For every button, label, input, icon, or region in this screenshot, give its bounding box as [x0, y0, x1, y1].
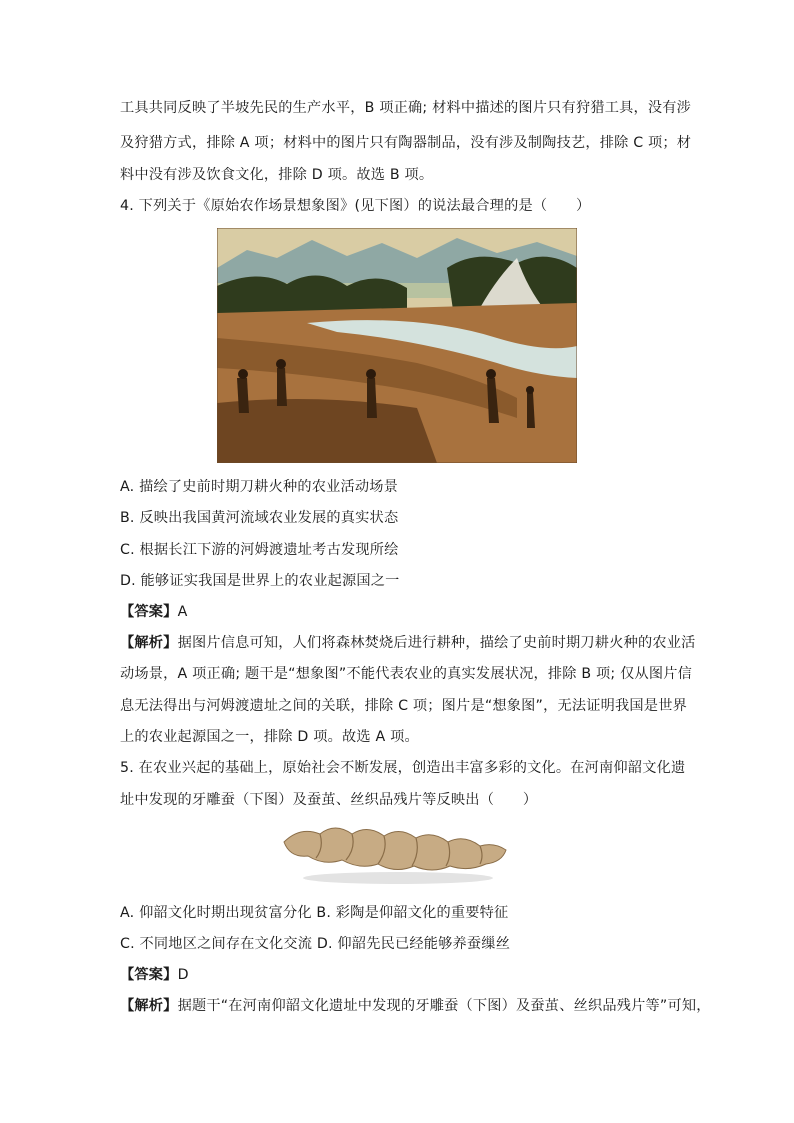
explanation-text: 据图片信息可知，人们将森林焚烧后进行耕种，描绘了史前时期刀耕火种的农业活 — [177, 635, 696, 651]
answer-label: 【答案】 — [120, 604, 178, 620]
answer-label: 【答案】 — [120, 967, 178, 983]
question-5-stem: 址中发现的牙雕蚕（下图）及蚕茧、丝织品残片等反映出（ ） — [120, 792, 538, 808]
option-4b: B. 反映出我国黄河流域农业发展的真实状态 — [120, 510, 399, 526]
explanation-5 — [120, 996, 711, 1016]
explanation-text: 据题干“在河南仰韶文化遗址中发现的牙雕蚕（下图）及蚕茧、丝织品残片等”可知， — [177, 998, 711, 1014]
text-line: 料中没有涉及饮食文化，排除 D 项。故选 B 项。 — [120, 167, 434, 183]
options-5ab: A. 仰韶文化时期出现贫富分化 B. 彩陶是仰韶文化的重要特征 — [120, 905, 509, 921]
answer-5 — [120, 965, 680, 985]
text-line: 及狩猎方式，排除 A 项；材料中的图片只有陶器制品，没有涉及制陶技艺，排除 C 项；材 — [120, 135, 692, 151]
question-4-stem: 4. 下列关于《原始农作场景想象图》(见下图）的说法最合理的是（ ） — [120, 198, 591, 214]
text-line: 上的农业起源国之一，排除 D 项。故选 A 项。 — [120, 729, 419, 745]
primitive-farming-illustration — [217, 228, 577, 463]
answer-4 — [120, 602, 680, 622]
explanation-4 — [120, 633, 696, 653]
text-line: 动场景，A 项正确; 题干是“想象图”不能代表农业的真实发展状况，排除 B 项; 仅从图片信 — [120, 666, 693, 682]
ivory-silkworm-carving — [280, 820, 510, 890]
options-5cd: C. 不同地区之间存在文化交流 D. 仰韶先民已经能够养蚕缫丝 — [120, 936, 511, 952]
option-4d: D. 能够证实我国是世界上的农业起源国之一 — [120, 573, 400, 589]
answer-value: D — [177, 967, 189, 983]
explanation-label: 【解析】 — [120, 635, 178, 651]
answer-value: A — [177, 604, 188, 620]
text-line: 工具共同反映了半坡先民的生产水平，B 项正确; 材料中描述的图片只有狩猎工具，没有涉 — [120, 100, 692, 116]
option-4a: A. 描绘了史前时期刀耕火种的农业活动场景 — [120, 479, 399, 495]
question-5-stem: 5. 在农业兴起的基础上，原始社会不断发展，创造出丰富多彩的文化。在河南仰韶文化遗 — [120, 760, 686, 776]
text-line: 息无法得出与河姆渡遗址之间的关联，排除 C 项；图片是“想象图”，无法证明我国是世界 — [120, 698, 687, 714]
explanation-label: 【解析】 — [120, 998, 178, 1014]
option-4c: C. 根据长江下游的河姆渡遗址考古发现所绘 — [120, 542, 399, 558]
